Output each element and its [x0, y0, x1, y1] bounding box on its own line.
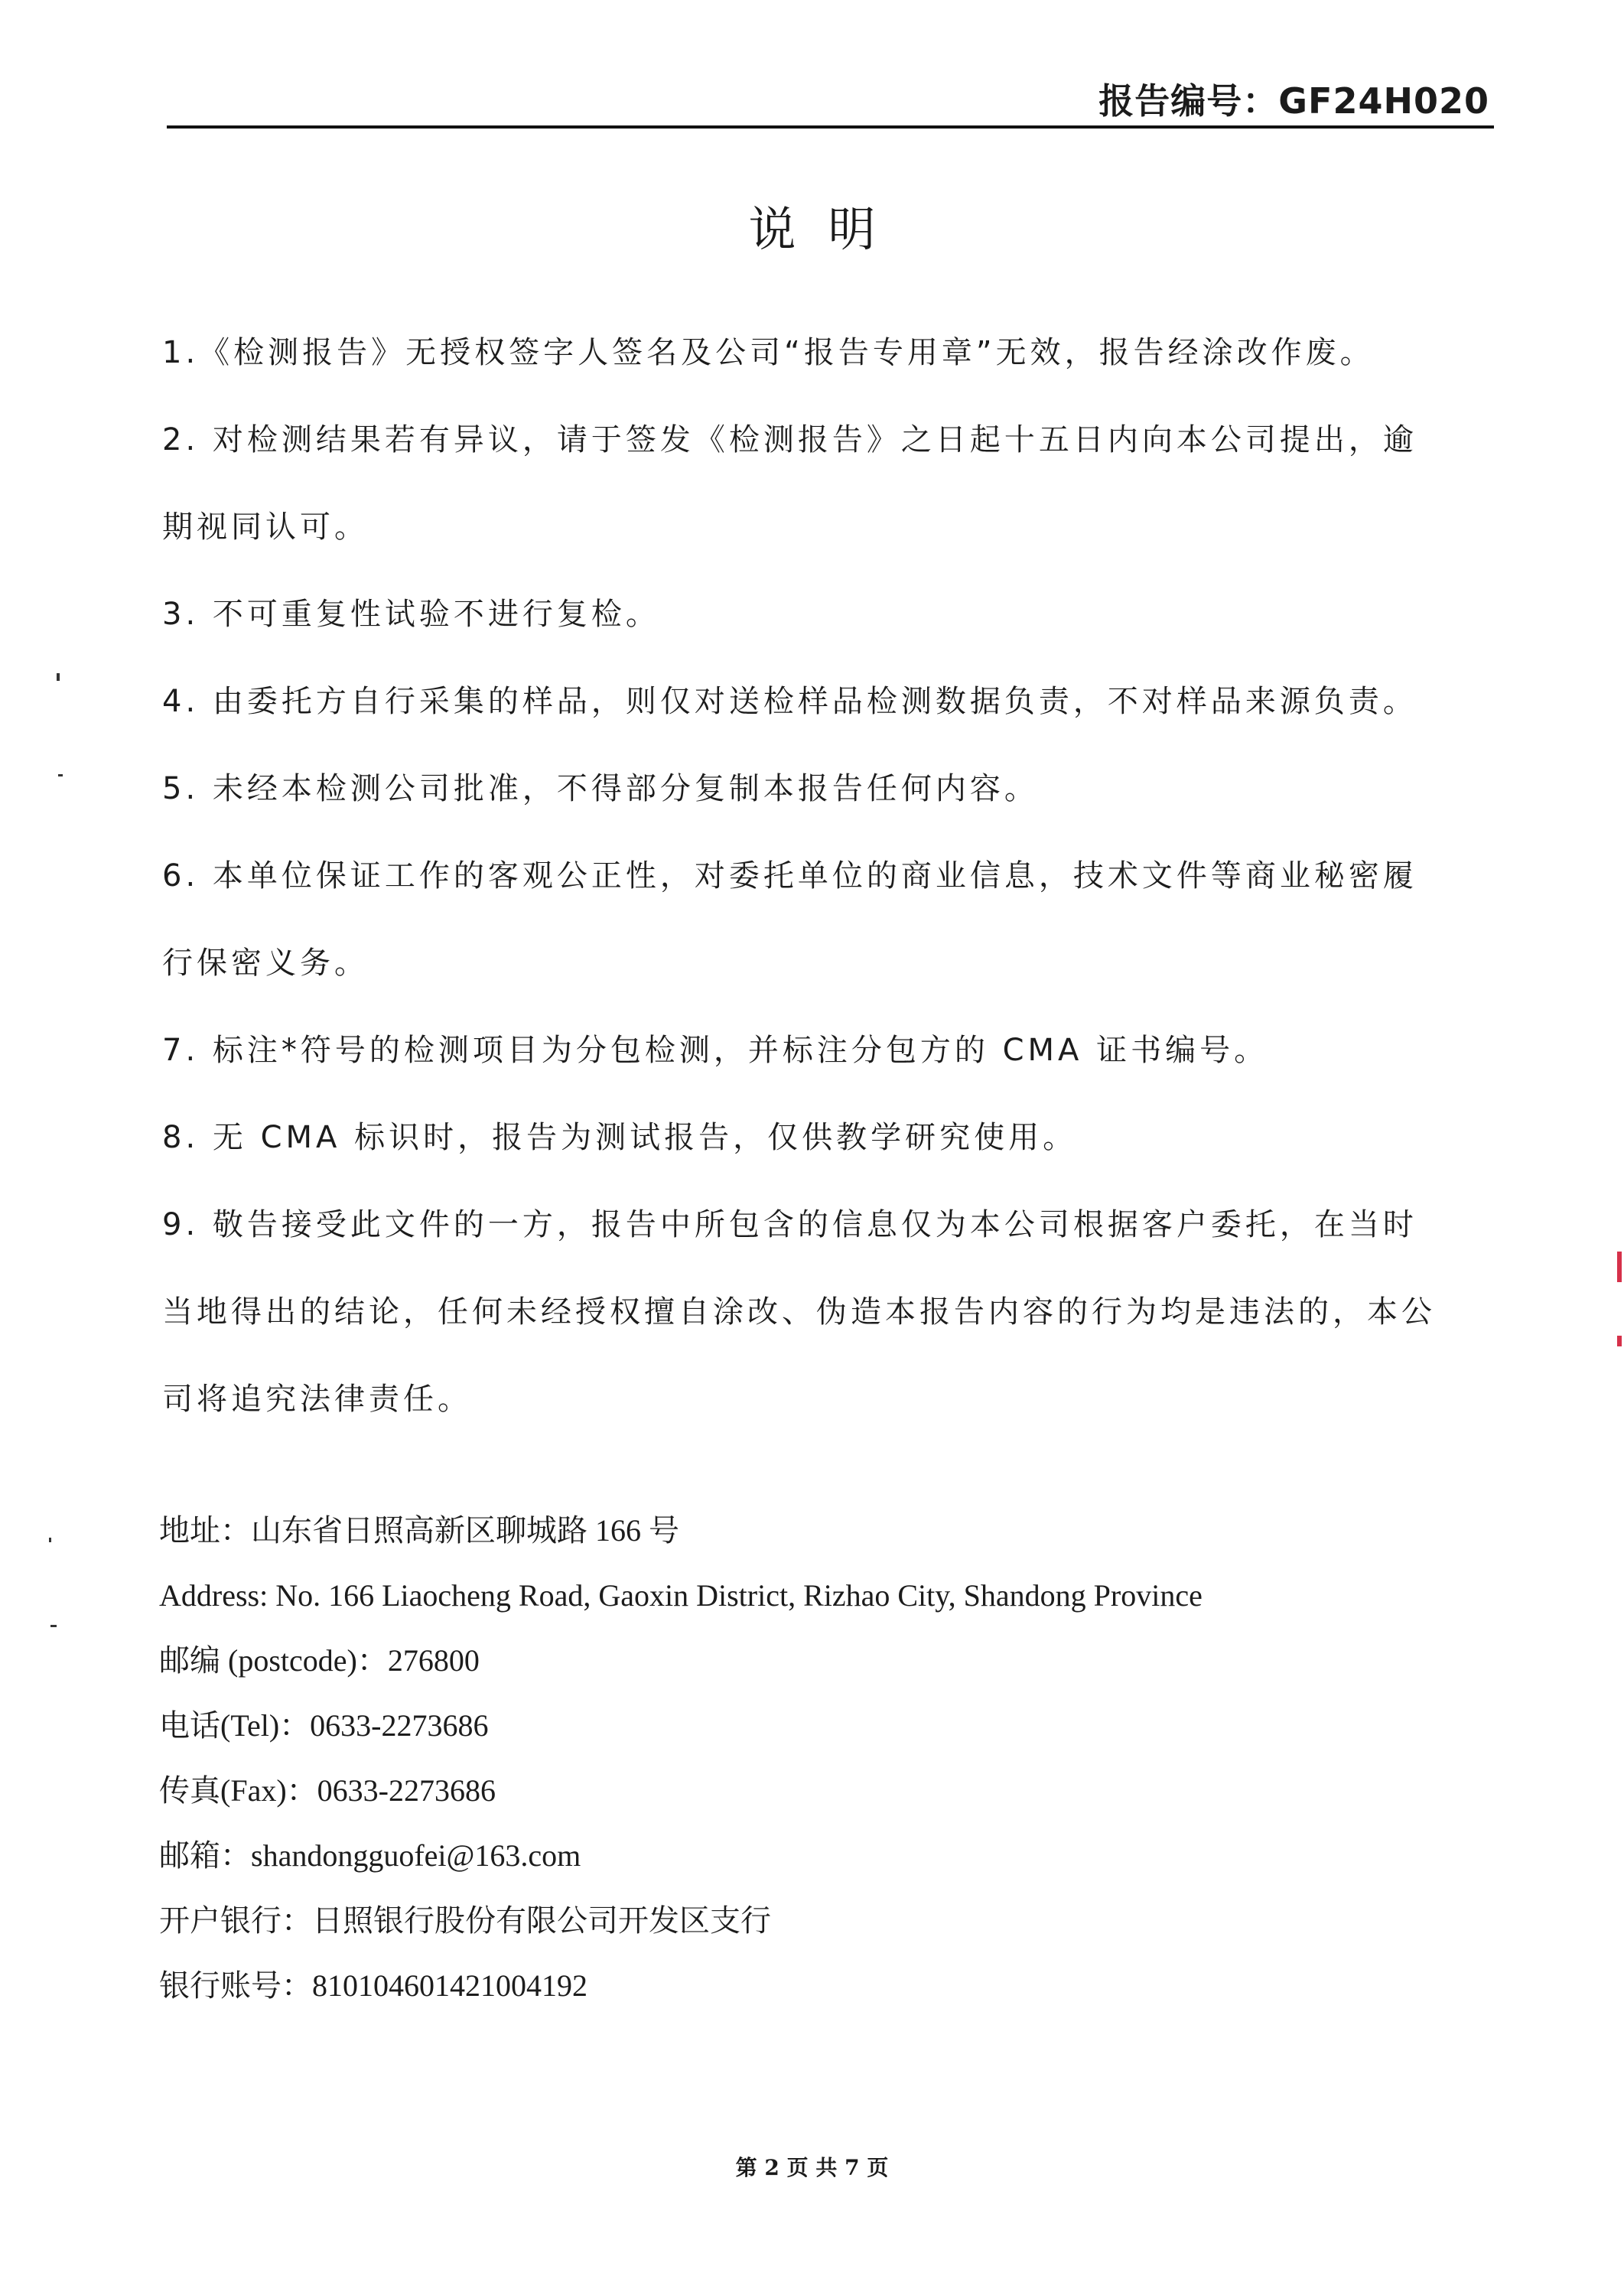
fax: 传真(Fax)：0633-2273686 [159, 1773, 496, 1808]
postcode: 邮编 (postcode)：276800 [159, 1643, 480, 1678]
bank-name: 开户银行：日照银行股份有限公司开发区支行 [159, 1903, 771, 1938]
contact-info [159, 1498, 1498, 2018]
note-5: 5. 未经本检测公司批准，不得部分复制本报告任何内容。 [162, 771, 1039, 806]
note-2-line-2: 期视同认可。 [162, 509, 369, 545]
note-4: 4. 由委托方自行采集的样品，则仅对送检样品检测数据负责，不对样品来源负责。 [162, 684, 1417, 719]
notes-list [162, 309, 1463, 1443]
note-6-line-2: 行保密义务。 [162, 946, 369, 981]
note-3: 3. 不可重复性试验不进行复检。 [162, 597, 660, 632]
scan-speck [49, 1538, 51, 1542]
note-2-line-1: 2. 对检测结果若有异议，请于签发《检测报告》之日起十五日内向本公司提出，逾 [162, 422, 1417, 457]
header-divider [167, 125, 1494, 129]
note-8: 8. 无 CMA 标识时，报告为测试报告，仅供教学研究使用。 [162, 1120, 1078, 1155]
report-number: 报告编号：GF24H020 [1098, 80, 1489, 122]
note-1: 1.《检测报告》无授权签字人签名及公司“报告专用章”无效，报告经涂改作废。 [162, 335, 1375, 370]
scan-speck [50, 1625, 57, 1627]
seal-edge-mark [1617, 1252, 1622, 1282]
note-9-line-1: 9. 敬告接受此文件的一方，报告中所包含的信息仅为本公司根据客户委托，在当时 [162, 1207, 1417, 1242]
scan-speck [58, 774, 63, 776]
telephone: 电话(Tel)：0633-2273686 [159, 1708, 489, 1743]
page-number: 第 2 页 共 7 页 [735, 2155, 889, 2180]
scan-speck [57, 673, 60, 681]
note-9-line-3: 司将追究法律责任。 [162, 1382, 472, 1417]
bank-account: 银行账号：810104601421004192 [159, 1968, 587, 2003]
seal-edge-mark [1617, 1336, 1622, 1346]
email: 邮箱：shandongguofei@163.com [159, 1838, 581, 1873]
address-en: Address: No. 166 Liaocheng Road, Gaoxin District, Rizhao City, Shandong Province [159, 1578, 1203, 1613]
note-9-line-2: 当地得出的结论，任何未经授权擅自涂改、伪造本报告内容的行为均是违法的，本公 [162, 1294, 1436, 1330]
page-title: 说明 [748, 201, 908, 257]
address-cn: 地址：山东省日照高新区聊城路 166 号 [159, 1513, 679, 1548]
note-7: 7. 标注*符号的检测项目为分包检测，并标注分包方的 CMA 证书编号。 [162, 1033, 1269, 1068]
note-6-line-1: 6. 本单位保证工作的客观公正性，对委托单位的商业信息，技术文件等商业秘密履 [162, 858, 1417, 894]
